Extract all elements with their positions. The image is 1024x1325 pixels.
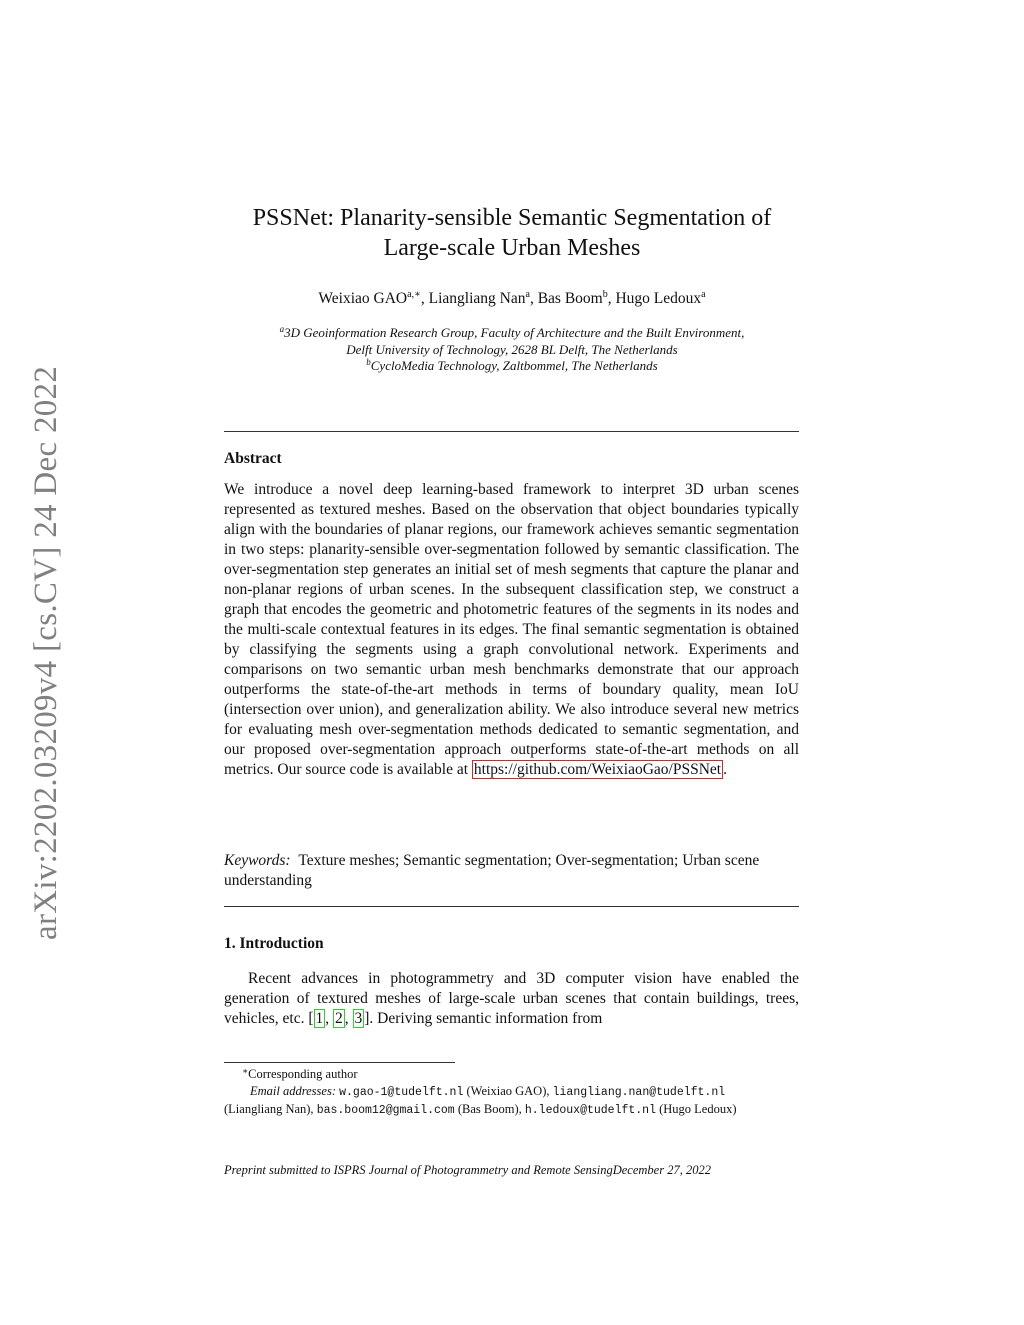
- author-1: Weixiao $GAO^{a,∗}$,: [318, 289, 429, 307]
- keywords-text: Texture meshes; Semantic segmentation; Over-segmentation; Urban scene understanding: [224, 852, 760, 889]
- introduction-heading: 1. Introduction: [224, 935, 324, 952]
- abstract-heading: Abstract: [224, 450, 282, 467]
- author-3: Bas Boom$^b$,: [537, 289, 616, 307]
- citation-2[interactable]: 2: [335, 1010, 343, 1027]
- footnote-emails: Email addresses: w.gao-1@tudelft.nl (Weixiao GAO), liangliang.nan@tudelft.nl: [250, 1084, 726, 1099]
- email-nan[interactable]: liangliang.nan@tudelft.nl: [552, 1086, 726, 1099]
- affiliation-b: $^b$CycloMedia Technology, Zaltbommel, The Netherlands: [366, 357, 658, 373]
- affiliations: [200, 325, 824, 375]
- title-line-2: Large-scale Urban Meshes: [383, 235, 641, 261]
- affiliation-a-line-1: $^a$3D Geoinformation Research Group, Faculty of Architecture and the Built Environment,: [279, 324, 745, 340]
- email-ledoux[interactable]: h.ledoux@tudelft.nl: [524, 1104, 656, 1117]
- abstract-body: We introduce a novel deep learning-based framework to interpret 3D urban scenes represented as textured meshes. Based on the observation that object boundaries typically align with the boundaries of planar regions, our framework achieves semantic segmentation in two steps: planarity-sensible over-segmentation followed by semantic classification. The over-segmentation step generates an initial set of mesh segments that capture the planar and non-planar regions of urban scenes. In the subsequent classification step, we construct a graph that encodes the geometric and photometric features of the segments in its nodes and the multi-scale contextual features in its edges. The final semantic segmentation is obtained by classifying the segments using a graph convolutional network. Experiments and comparisons on two semantic urban mesh benchmarks demonstrate that our approach outperforms the state-of-the-art methods in terms of boundary quality, mean IoU (intersection over union), and generalization ability. We also introduce several new metrics for evaluating mesh over-segmentation methods dedicated to semantic segmentation, and our proposed over-segmentation approach outperforms state-of-the-art methods on all metrics. Our source code is available at https://github.com/WeixiaoGao/PSSNet .: [224, 481, 799, 778]
- email-gao[interactable]: w.gao-1@tudelft.nl: [339, 1086, 464, 1099]
- author-2: Liangliang Nan$^a$,: [428, 289, 538, 307]
- source-code-link[interactable]: https://github.com/WeixiaoGao/PSSNet: [473, 761, 722, 778]
- abstract-bottom-rule: [224, 906, 799, 907]
- footer-journal: Preprint submitted to ISPRS Journal of Photogrammetry and Remote Sensing: [224, 1163, 613, 1177]
- email-boom[interactable]: bas.boom12@gmail.com: [316, 1104, 455, 1117]
- author-list: [200, 289, 824, 309]
- title-line-1: PSSNet: Planarity-sensible Semantic Segmentation of: [252, 205, 772, 231]
- keywords-label: Keywords:: [224, 852, 291, 869]
- keywords: [224, 851, 799, 891]
- footer-date: December 27, 2022: [612, 1163, 711, 1177]
- footnote: [224, 1066, 799, 1119]
- paper-title: [200, 203, 824, 263]
- footnote-emails-continued: (Liangliang Nan), bas.boom12@gmail.com (Bas Boom), h.ledoux@tudelft.nl (Hugo Ledoux): [224, 1102, 737, 1117]
- citation-3[interactable]: 3: [354, 1010, 363, 1027]
- footnote-corresponding: ∗Corresponding author: [242, 1066, 358, 1081]
- abstract-top-rule: [224, 431, 799, 432]
- preprint-footer: [224, 1162, 819, 1178]
- author-4: Hugo Ledoux$^a$: [615, 289, 706, 307]
- citation-1[interactable]: 1: [315, 1010, 324, 1027]
- abstract-text: We introduce a novel deep learning-based framework to interpret 3D urban scenes represented as textured meshes. Based on the observation that object boundaries typically align with the boundaries of planar regions, our framework achieves semantic segmentation in two steps: planarity-sensible over-segmentation followed by semantic classification. The over-segmentation step generates an initial set of mesh segments that capture the planar and non-planar regions of urban scenes. In the subsequent classification step, we construct a graph that encodes the geometric and photometric features of the segments in its nodes and the multi-scale contextual features in its edges. The final semantic segmentation is obtained by classifying the segments using a graph convolutional network. Experiments and comparisons on two semantic urban mesh benchmarks demonstrate that our approach outperforms the state-of-the-art methods in terms of boundary quality, mean IoU (intersection over union), and generalization ability. We also introduce several new metrics for evaluating mesh over-segmentation methods dedicated to semantic segmentation, and our proposed over-segmentation approach outperforms state-of-the-art methods on all metrics. Our source code is available at: [224, 481, 799, 778]
- arxiv-stamp: arXiv:2202.03209v4 [cs.CV] 24 Dec 2022: [28, 365, 64, 940]
- affiliation-a-line-2: Delft University of Technology, 2628 BL Delft, The Netherlands: [346, 341, 678, 357]
- footnote-rule: [224, 1062, 455, 1063]
- introduction-body: Recent advances in photogrammetry and 3D computer vision have enabled the generation of textured meshes of large-scale urban scenes that contain buildings, trees, vehicles, etc. [ 1 , 2 , 3 ]. Deriving semantic information from: [224, 970, 799, 1027]
